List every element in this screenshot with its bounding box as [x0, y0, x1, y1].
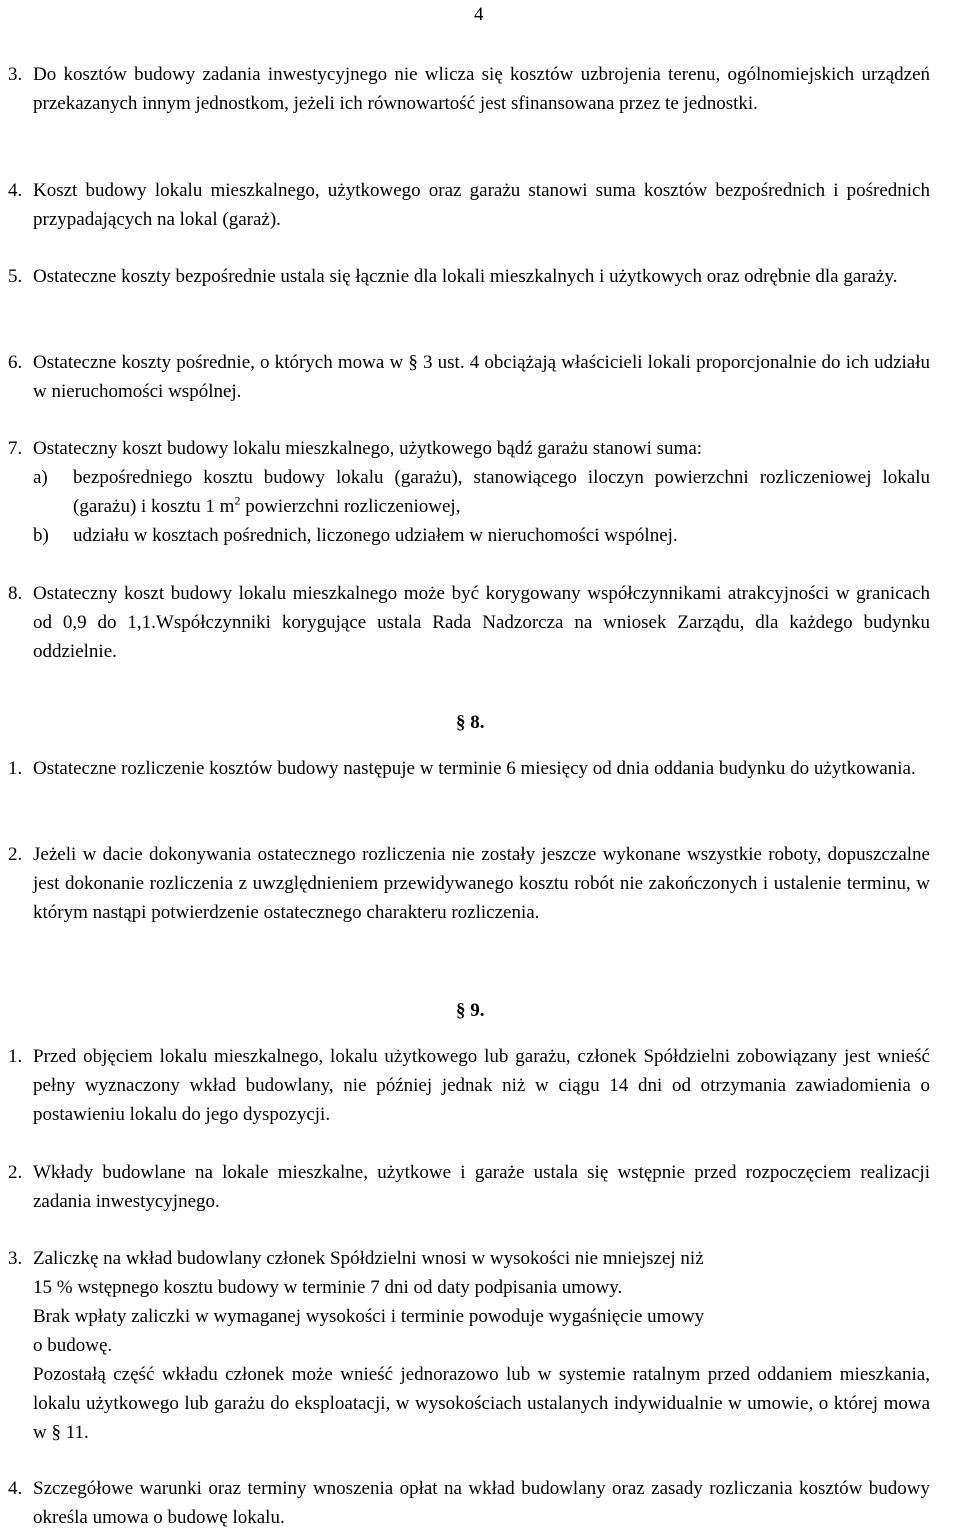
subpoint-label: a)	[33, 467, 48, 488]
subpoint-label: b)	[33, 525, 49, 546]
section-heading-9: § 9.	[456, 1000, 485, 1021]
paragraph-text: Szczegółowe warunki oraz terminy wnoszenia opłat na wkład budowlany oraz zasady rozliczania kosztów budowy określa umowa o budowę lokalu.	[33, 1478, 930, 1528]
paragraph-line: Zaliczkę na wkład budowlany członek Spółdzielni wnosi w wysokości nie mniejszej niż	[33, 1248, 704, 1269]
paragraph-number: 2.	[8, 844, 23, 865]
paragraph-line: 15 % wstępnego kosztu budowy w terminie 7 dni od daty podpisania umowy.	[33, 1277, 623, 1298]
section9-paragraph-4	[8, 1474, 930, 1532]
paragraph-line: o budowę.	[33, 1335, 113, 1356]
paragraph-line: Brak wpłaty zaliczki w wymaganej wysokości i terminie powoduje wygaśnięcie umowy	[33, 1306, 705, 1327]
paragraph-body	[33, 1244, 930, 1447]
paragraph-number: 8.	[8, 583, 23, 604]
subpoint-text-cont: powierzchni rozliczeniowej,	[240, 496, 461, 517]
paragraph-number: 4.	[8, 1478, 23, 1499]
paragraph-3	[8, 60, 930, 118]
paragraph-number: 3.	[8, 1248, 23, 1269]
paragraph-text: Ostateczne rozliczenie kosztów budowy następuje w terminie 6 miesięcy od dnia oddania budynku do użytkowania.	[33, 758, 916, 779]
paragraph-number: 1.	[8, 1046, 23, 1067]
paragraph-number: 3.	[8, 64, 23, 85]
subpoint-b	[33, 521, 930, 550]
section8-paragraph-2	[8, 840, 930, 927]
paragraph-text: Ostateczny koszt budowy lokalu mieszkalnego, użytkowego bądź garażu stanowi suma:	[33, 438, 703, 459]
section-heading-8: § 8.	[456, 712, 485, 733]
section9-paragraph-1	[8, 1042, 930, 1129]
paragraph-number: 1.	[8, 758, 23, 779]
paragraph-number: 4.	[8, 180, 23, 201]
superscript: 2	[234, 493, 241, 508]
paragraph-text: Ostateczne koszty bezpośrednie ustala się łącznie dla lokali mieszkalnych i użytkowych oraz odrębnie dla garaży.	[33, 266, 898, 287]
paragraph-number: 2.	[8, 1162, 23, 1183]
paragraph-number: 5.	[8, 266, 23, 287]
section9-paragraph-2	[8, 1158, 930, 1216]
subpoint-a	[33, 463, 930, 521]
subpoint-text: udziału w kosztach pośrednich, liczonego udziałem w nieruchomości wspólnej.	[73, 525, 678, 546]
paragraph-text: Koszt budowy lokalu mieszkalnego, użytkowego oraz garażu stanowi suma kosztów bezpośrednich i pośrednich przypadających na lokal (garaż).	[33, 180, 930, 230]
paragraph-text: Przed objęciem lokalu mieszkalnego, lokalu użytkowego lub garażu, członek Spółdzielni zobowiązany jest wnieść pełny wyznaczony wkład budowlany, nie później jednak niż w ciągu 14 dni od otrzymania zawiadomienia o postawieniu lokalu do jego dyspozycji.	[33, 1046, 930, 1125]
paragraph-text: Do kosztów budowy zadania inwestycyjnego nie wlicza się kosztów uzbrojenia terenu, ogólnomiejskich urządzeń przekazanych innym jednostkom, jeżeli ich równowartość jest sfinansowana przez te jednostki.	[33, 64, 930, 114]
paragraph-5	[8, 262, 930, 291]
paragraph-number: 6.	[8, 352, 23, 373]
paragraph-number: 7.	[8, 438, 23, 459]
paragraph-7	[8, 434, 930, 550]
section9-paragraph-3	[8, 1244, 930, 1447]
subpoint-text: bezpośredniego kosztu budowy lokalu (garażu), stanowiącego iloczyn powierzchni rozliczeniowej lokalu (garażu) i kosztu 1 m	[73, 467, 930, 517]
paragraph-8	[8, 579, 930, 666]
page-number: 4	[474, 4, 484, 25]
paragraph-text: Ostateczny koszt budowy lokalu mieszkalnego może być korygowany współczynnikami atrakcyjności w granicach od 0,9 do 1,1.Współczynniki korygujące ustala Rada Nadzorcza na wniosek Zarządu, dla każdego budynku oddzielnie.	[33, 583, 930, 662]
paragraph-6	[8, 348, 930, 406]
paragraph-line: Pozostałą część wkładu członek może wnieść jednorazowo lub w systemie ratalnym przed oddaniem mieszkania, lokalu użytkowego lub garażu do eksploatacji, w wysokościach ustalanych indywidualnie w umowie, o której mowa w § 11.	[33, 1364, 930, 1443]
paragraph-text: Jeżeli w dacie dokonywania ostatecznego rozliczenia nie zostały jeszcze wykonane wszystkie roboty, dopuszczalne jest dokonanie rozliczenia z uwzględnieniem przewidywanego kosztu robót nie zakończonych i ustalenie terminu, w którym nastąpi potwierdzenie ostatecznego charakteru rozliczenia.	[33, 844, 930, 923]
paragraph-4	[8, 176, 930, 234]
paragraph-body	[33, 434, 930, 550]
paragraph-text: Wkłady budowlane na lokale mieszkalne, użytkowe i garaże ustala się wstępnie przed rozpoczęciem realizacji zadania inwestycyjnego.	[33, 1162, 930, 1212]
paragraph-text: Ostateczne koszty pośrednie, o których mowa w § 3 ust. 4 obciążają właścicieli lokali proporcjonalnie do ich udziału w nieruchomości wspólnej.	[33, 352, 930, 402]
section8-paragraph-1	[8, 754, 930, 783]
